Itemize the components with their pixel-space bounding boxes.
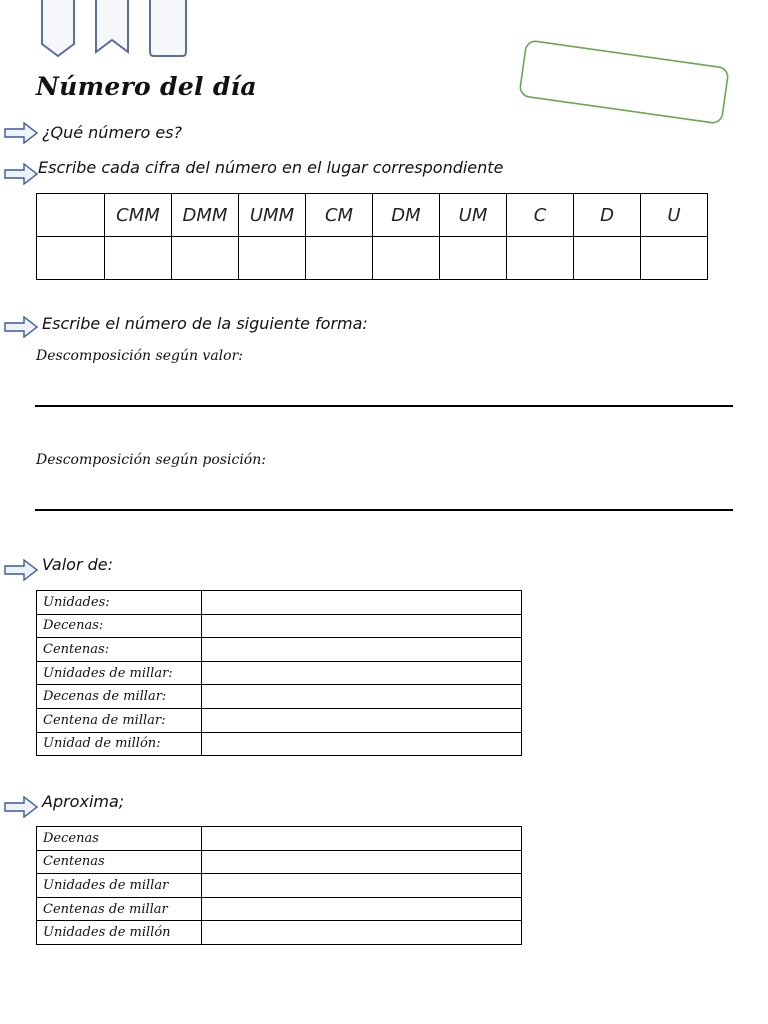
question-valor-de: Valor de:: [42, 555, 114, 574]
table-row: [37, 708, 522, 732]
arrow-icon: [4, 559, 38, 581]
answer-cell[interactable]: [574, 237, 641, 280]
table-row: [37, 638, 522, 662]
place-header-blank: [37, 194, 105, 237]
answer-cell[interactable]: [202, 638, 522, 662]
row-label: Decenas:: [37, 614, 202, 638]
valor-table: [36, 590, 522, 756]
arrow-icon: [4, 316, 38, 338]
answer-cell[interactable]: [202, 591, 522, 615]
answer-cell[interactable]: [507, 237, 574, 280]
row-label: Decenas: [37, 827, 202, 851]
label-descomposicion-posicion: Descomposición según posición:: [36, 452, 266, 468]
answer-cell[interactable]: [37, 237, 105, 280]
place-header-dmm: DMM: [172, 194, 239, 237]
place-header-um: UM: [440, 194, 507, 237]
arrow-icon: [4, 163, 38, 185]
answer-cell[interactable]: [373, 237, 440, 280]
answer-cell[interactable]: [105, 237, 172, 280]
row-label: Decenas de millar:: [37, 685, 202, 709]
table-row: [37, 874, 522, 898]
aproxima-table: [36, 826, 522, 945]
answer-cell[interactable]: [202, 921, 522, 945]
row-label: Unidades de millón: [37, 921, 202, 945]
row-label: Centena de millar:: [37, 708, 202, 732]
place-header-umm: UMM: [239, 194, 306, 237]
answer-cell[interactable]: [202, 874, 522, 898]
table-row: [37, 614, 522, 638]
row-label: Centenas: [37, 850, 202, 874]
answer-cell[interactable]: [202, 614, 522, 638]
answer-cell[interactable]: [641, 237, 708, 280]
question-que-numero: ¿Qué número es?: [42, 123, 182, 142]
table-row: [37, 591, 522, 615]
row-label: Centenas de millar: [37, 897, 202, 921]
answer-cell[interactable]: [202, 827, 522, 851]
place-header-c: C: [507, 194, 574, 237]
row-label: Centenas:: [37, 638, 202, 662]
place-value-header-row: [37, 194, 708, 237]
place-header-dm: DM: [373, 194, 440, 237]
row-label: Unidad de millón:: [37, 732, 202, 756]
label-descomposicion-valor: Descomposición según valor:: [36, 348, 243, 364]
ribbon-decoration: [36, 0, 196, 62]
place-header-cmm: CMM: [105, 194, 172, 237]
question-cifras: Escribe cada cifra del número en el lugar correspondiente: [38, 158, 504, 177]
page-title: Número del día: [36, 72, 257, 101]
answer-cell[interactable]: [202, 661, 522, 685]
answer-cell[interactable]: [202, 685, 522, 709]
place-header-cm: CM: [306, 194, 373, 237]
row-label: Unidades:: [37, 591, 202, 615]
answer-cell[interactable]: [306, 237, 373, 280]
table-row: [37, 685, 522, 709]
name-box[interactable]: [514, 32, 734, 132]
answer-cell[interactable]: [202, 708, 522, 732]
row-label: Unidades de millar: [37, 874, 202, 898]
answer-line-posicion[interactable]: [35, 509, 733, 511]
answer-cell[interactable]: [202, 732, 522, 756]
table-row: [37, 897, 522, 921]
place-value-table: [36, 193, 708, 280]
question-aproxima: Aproxima;: [42, 792, 125, 811]
answer-cell[interactable]: [172, 237, 239, 280]
place-value-answer-row: [37, 237, 708, 280]
answer-cell[interactable]: [239, 237, 306, 280]
answer-cell[interactable]: [202, 897, 522, 921]
arrow-icon: [4, 796, 38, 818]
place-header-u: U: [641, 194, 708, 237]
arrow-icon: [4, 122, 38, 144]
table-row: [37, 850, 522, 874]
answer-cell[interactable]: [202, 850, 522, 874]
question-escribe-forma: Escribe el número de la siguiente forma:: [42, 314, 368, 333]
answer-cell[interactable]: [440, 237, 507, 280]
table-row: [37, 921, 522, 945]
table-row: [37, 827, 522, 851]
table-row: [37, 661, 522, 685]
answer-line-valor[interactable]: [35, 405, 733, 407]
place-header-d: D: [574, 194, 641, 237]
row-label: Unidades de millar:: [37, 661, 202, 685]
table-row: [37, 732, 522, 756]
